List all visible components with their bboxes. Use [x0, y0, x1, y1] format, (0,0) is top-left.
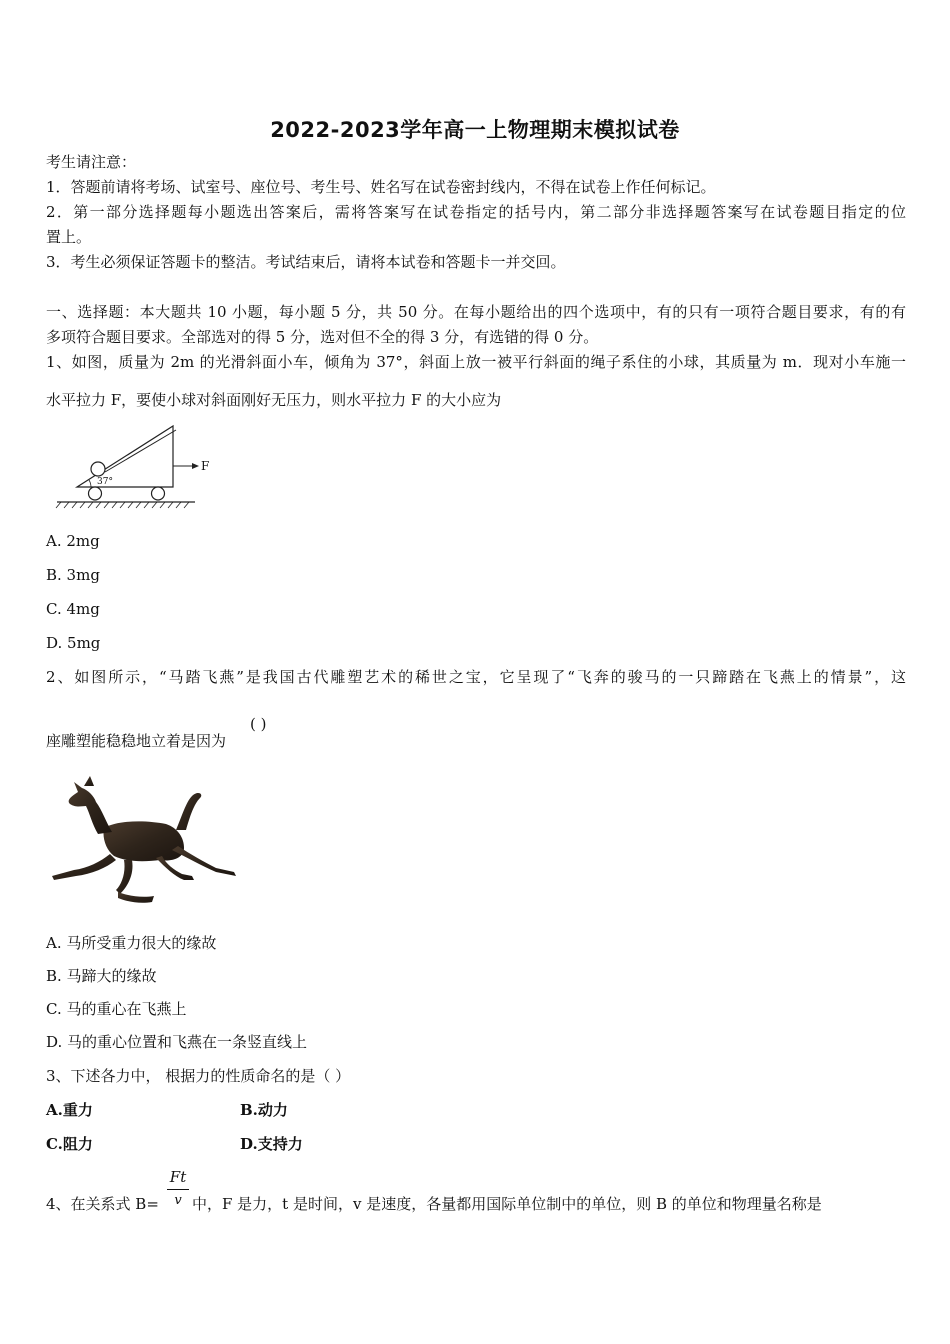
- q1-option-d: D. 5mg: [46, 634, 101, 652]
- notice-item-2: 2．第一部分选择题每小题选出答案后，需将答案写在试卷指定的括号内，第二部分非选择题答案写在试卷题目指定的位: [46, 203, 906, 221]
- q2-option-c: C. 马的重心在飞燕上: [46, 1000, 187, 1018]
- notice-item-2-cont: 置上。: [46, 228, 92, 246]
- force-label: F: [201, 459, 210, 473]
- q4-fraction-numerator: Ft: [169, 1168, 187, 1186]
- q4-fraction: [163, 1166, 193, 1211]
- flying-horse-sculpture-image: [44, 772, 240, 914]
- page-title: 2022-2023学年高一上物理期末模拟试卷: [270, 118, 680, 142]
- q2-answer-paren: ( ): [250, 715, 267, 733]
- incline-cart-figure: [55, 420, 215, 510]
- q2-option-a: A. 马所受重力很大的缘故: [46, 934, 217, 952]
- q1-stem-line2: 水平拉力 F，要使小球对斜面刚好无压力，则水平拉力 F 的大小应为: [46, 391, 502, 409]
- q3-stem: 3、下述各力中， 根据力的性质命名的是（ ）: [46, 1067, 351, 1085]
- q2-stem-line2: 座雕塑能稳稳地立着是因为: [46, 732, 227, 750]
- q2-stem-line1: 2、如图所示，“马踏飞燕”是我国古代雕塑艺术的稀世之宝，它呈现了“飞奔的骏马的一只蹄踏在飞燕上的情景”，这: [46, 668, 906, 686]
- q4-stem-suffix: 中，F 是力，t 是时间，v 是速度，各量都用国际单位制中的单位，则 B 的单位和物理量名称是: [192, 1195, 822, 1213]
- notice-item-3: 3．考生必须保证答题卡的整洁。考试结束后，请将本试卷和答题卡一并交回。: [46, 253, 566, 271]
- q3-option-b: B.动力: [240, 1101, 288, 1119]
- notice-heading: 考生请注意：: [46, 153, 137, 171]
- q2-option-b: B. 马蹄大的缘故: [46, 967, 157, 985]
- notice-item-1: 1．答题前请将考场、试室号、座位号、考生号、姓名写在试卷密封线内，不得在试卷上作任何标记。: [46, 178, 716, 196]
- angle-label: 37°: [97, 477, 113, 487]
- q2-option-d: D. 马的重心位置和飞燕在一条竖直线上: [46, 1033, 308, 1051]
- q3-option-c: C.阻力: [46, 1135, 93, 1153]
- q1-option-a: A. 2mg: [46, 532, 100, 550]
- q4-fraction-bar: [167, 1189, 189, 1190]
- q4-stem-prefix: 4、在关系式 B=: [46, 1195, 159, 1213]
- q4-fraction-denominator: v: [174, 1193, 182, 1208]
- q1-option-c: C. 4mg: [46, 600, 100, 618]
- q1-stem-line1: 1、如图，质量为 2m 的光滑斜面小车，倾角为 37°，斜面上放一被平行斜面的绳子系住的小球，其质量为 m．现对小车施一: [46, 353, 906, 371]
- section1-instructions-line2: 多项符合题目要求。全部选对的得 5 分，选对但不全的得 3 分，有选错的得 0 分。: [46, 328, 599, 346]
- q3-option-d: D.支持力: [240, 1135, 303, 1153]
- q1-option-b: B. 3mg: [46, 566, 100, 584]
- q3-option-a: A.重力: [46, 1101, 93, 1119]
- section1-instructions-line1: 一、选择题：本大题共 10 小题，每小题 5 分，共 50 分。在每小题给出的四个选项中，有的只有一项符合题目要求，有的有: [46, 303, 906, 321]
